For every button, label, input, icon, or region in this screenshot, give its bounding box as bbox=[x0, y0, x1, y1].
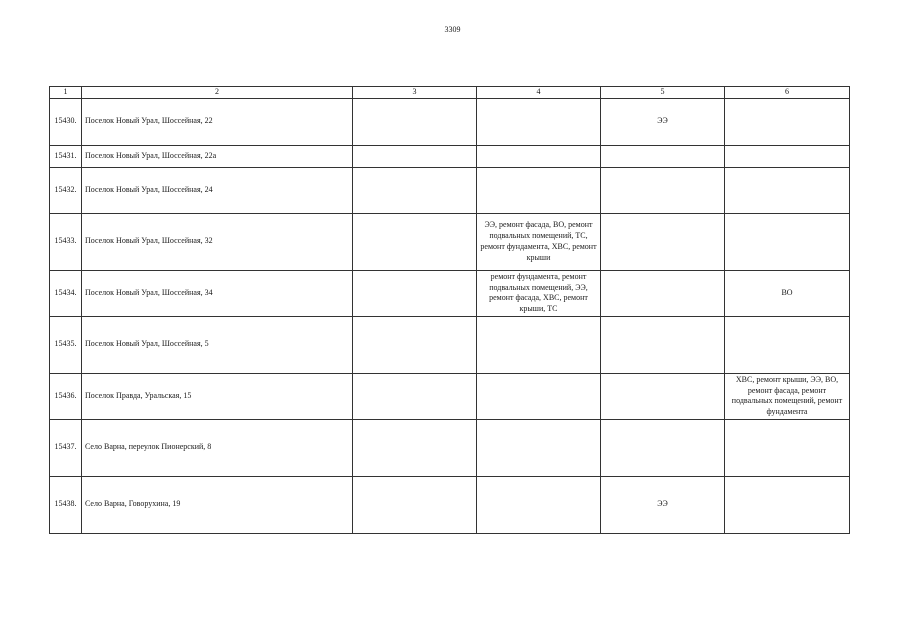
address-cell: Поселок Новый Урал, Шоссейная, 22а bbox=[82, 145, 353, 167]
column-5-cell bbox=[601, 419, 725, 476]
table-row bbox=[50, 419, 850, 476]
column-3-cell bbox=[353, 270, 477, 316]
column-4-cell bbox=[477, 316, 601, 373]
table-row bbox=[50, 145, 850, 167]
column-4-cell bbox=[477, 98, 601, 145]
column-4-cell: ЭЭ, ремонт фасада, ВО, ремонт подвальных помещений, ТС, ремонт фундамента, ХВС, ремонт крыши bbox=[477, 213, 601, 270]
column-header: 6 bbox=[725, 87, 850, 99]
table-row bbox=[50, 476, 850, 533]
column-4-cell: ремонт фундамента, ремонт подвальных помещений, ЭЭ, ремонт фасада, ХВС, ремонт крыши, ТС bbox=[477, 270, 601, 316]
row-number: 15434. bbox=[50, 270, 82, 316]
column-4-cell bbox=[477, 419, 601, 476]
row-number: 15436. bbox=[50, 373, 82, 419]
column-5-cell bbox=[601, 213, 725, 270]
column-4-cell bbox=[477, 167, 601, 213]
header-row bbox=[50, 87, 850, 99]
table-row bbox=[50, 373, 850, 419]
row-number: 15435. bbox=[50, 316, 82, 373]
address-cell: Поселок Новый Урал, Шоссейная, 22 bbox=[82, 98, 353, 145]
table-row bbox=[50, 167, 850, 213]
column-header: 4 bbox=[477, 87, 601, 99]
column-6-cell bbox=[725, 476, 850, 533]
row-number: 15438. bbox=[50, 476, 82, 533]
column-3-cell bbox=[353, 213, 477, 270]
column-3-cell bbox=[353, 316, 477, 373]
column-6-cell bbox=[725, 167, 850, 213]
column-6-cell bbox=[725, 213, 850, 270]
address-cell: Село Варна, переулок Пионерский, 8 bbox=[82, 419, 353, 476]
data-table bbox=[49, 86, 850, 534]
column-3-cell bbox=[353, 167, 477, 213]
row-number: 15430. bbox=[50, 98, 82, 145]
column-5-cell bbox=[601, 270, 725, 316]
column-3-cell bbox=[353, 476, 477, 533]
table-row bbox=[50, 316, 850, 373]
column-3-cell bbox=[353, 373, 477, 419]
row-number: 15437. bbox=[50, 419, 82, 476]
address-cell: Поселок Новый Урал, Шоссейная, 24 bbox=[82, 167, 353, 213]
table-row bbox=[50, 213, 850, 270]
column-5-cell: ЭЭ bbox=[601, 98, 725, 145]
table-row bbox=[50, 270, 850, 316]
column-4-cell bbox=[477, 373, 601, 419]
page-number: 3309 bbox=[444, 25, 461, 34]
column-5-cell: ЭЭ bbox=[601, 476, 725, 533]
column-5-cell bbox=[601, 373, 725, 419]
column-6-cell: ВО bbox=[725, 270, 850, 316]
row-number: 15431. bbox=[50, 145, 82, 167]
column-3-cell bbox=[353, 98, 477, 145]
column-4-cell bbox=[477, 145, 601, 167]
column-header: 2 bbox=[82, 87, 353, 99]
address-cell: Поселок Новый Урал, Шоссейная, 34 bbox=[82, 270, 353, 316]
address-cell: Поселок Новый Урал, Шоссейная, 5 bbox=[82, 316, 353, 373]
column-5-cell bbox=[601, 167, 725, 213]
column-4-cell bbox=[477, 476, 601, 533]
row-number: 15432. bbox=[50, 167, 82, 213]
table-row bbox=[50, 98, 850, 145]
row-number: 15433. bbox=[50, 213, 82, 270]
column-6-cell: ХВС, ремонт крыши, ЭЭ, ВО, ремонт фасада, ремонт подвальных помещений, ремонт фундамента bbox=[725, 373, 850, 419]
address-cell: Поселок Новый Урал, Шоссейная, 32 bbox=[82, 213, 353, 270]
column-5-cell bbox=[601, 145, 725, 167]
column-6-cell bbox=[725, 316, 850, 373]
column-header: 3 bbox=[353, 87, 477, 99]
address-cell: Село Варна, Говорухина, 19 bbox=[82, 476, 353, 533]
column-3-cell bbox=[353, 145, 477, 167]
column-header: 1 bbox=[50, 87, 82, 99]
column-3-cell bbox=[353, 419, 477, 476]
address-cell: Поселок Правда, Уральская, 15 bbox=[82, 373, 353, 419]
column-6-cell bbox=[725, 98, 850, 145]
column-6-cell bbox=[725, 419, 850, 476]
column-6-cell bbox=[725, 145, 850, 167]
column-5-cell bbox=[601, 316, 725, 373]
column-header: 5 bbox=[601, 87, 725, 99]
